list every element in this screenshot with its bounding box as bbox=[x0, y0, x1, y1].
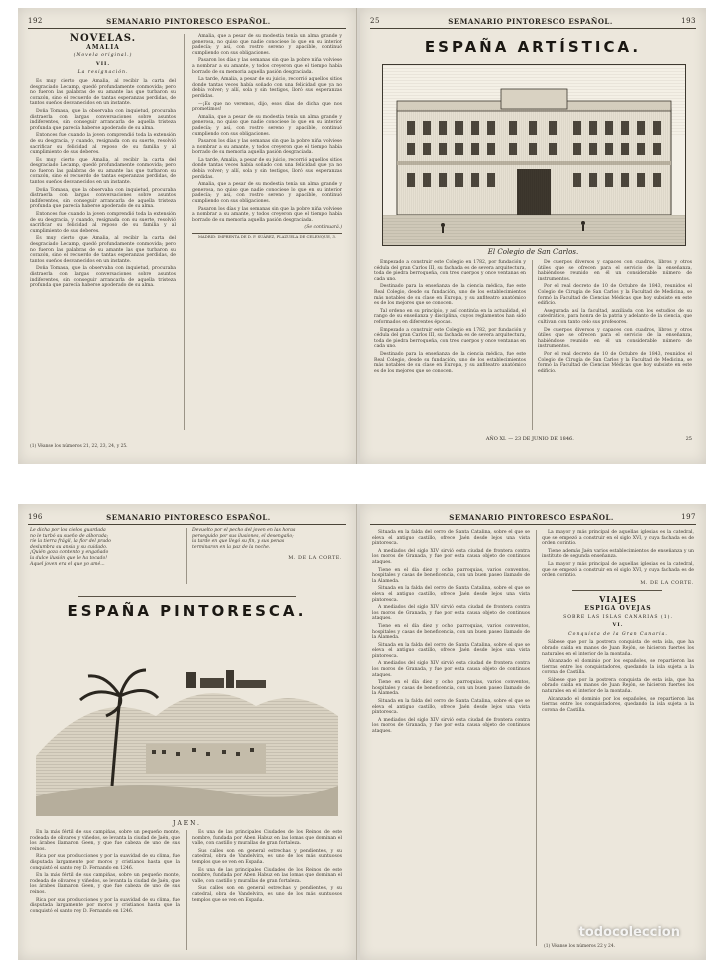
top-right-page bbox=[360, 8, 706, 464]
paragraph: Sábese que por la postrera conquista de esta isla, que ha obrado caída en manos de Juan Rejón, se hicieron fuertes los naturales en el interior de la montaña. bbox=[542, 640, 694, 657]
paragraph: Tiene en el día diez y ocho parroquias, varios conventos, hospitales y casas de beneficencia, con un buen paseo llamado de la Alameda. bbox=[372, 567, 530, 584]
paragraph: Situada en la falda del cerro de Santa Catalina, sobre el que se eleva el antiguo castillo, ofrece Jaén desde lejos una vista pintoresca. bbox=[372, 586, 530, 603]
column-divider bbox=[532, 260, 533, 430]
paragraph: Es muy cierto que Amalia, al recibir la carta del desgraciado Lecamp, quedó profundamente conmovida; pero no fueron las palabras de su amante las que turbaron su corazón, sino el recuerdo de tantas esperanzas perdidas, de tantos sueños desvanecidos en un instante. bbox=[30, 157, 176, 186]
section-rule bbox=[572, 590, 662, 591]
paragraph: Sábese que por la postrera conquista de esta isla, que ha obrado caída en manos de Juan Rejón, se hicieron fuertes los naturales en el interior de la montaña. bbox=[542, 677, 694, 695]
paragraph: Entonces fue cuando la joven comprendió toda la extensión de su desgracia, y cuando, resignada con su suerte, resolvió sacrificar su felicidad al reposo de su familia y al cumplimiento de sus deberes. bbox=[30, 133, 176, 156]
poem-line: deslumbra su ansia y su cuidado. bbox=[30, 544, 108, 550]
footnote: (1) Véanse los números 22 y 24. bbox=[544, 944, 616, 949]
paragraph: Pasaron los días y las semanas sin que la pobre niña volviese a nombrar a su amante, y todos creyeron que el tiempo había borrado de su memoria aquella pasión desgraciada. bbox=[192, 139, 342, 156]
chapter-title: Conquista de la Gran Canaria. bbox=[568, 631, 668, 637]
column-divider bbox=[184, 34, 185, 430]
section-title: ESPAÑA PINTORESCA. bbox=[67, 602, 307, 620]
running-head bbox=[370, 510, 696, 525]
continued-note: (Se continuará.) bbox=[304, 225, 342, 231]
story-title: AMALIA bbox=[86, 43, 120, 51]
paragraph: Tiene además Jaén varios establecimientos de enseñanza y un instituto de segunda enseñanza. bbox=[542, 548, 694, 560]
paragraph: Doña Tomasa, que la observaba con inquietud, procuraba distraerla con largas conversaciones sobre asuntos indiferentes, sin conseguir arrancarla de aquella tristeza profunda que parecía haberse apoderado de su alma. bbox=[30, 187, 176, 210]
running-head bbox=[370, 14, 696, 29]
page-number: 196 bbox=[28, 513, 43, 521]
running-head-title: SEMANARIO PINTORESCO ESPAÑOL. bbox=[448, 16, 613, 26]
paragraph: A mediados del siglo XIV sirvió esta ciudad de frontera contra los moros de Granada, y fue por esta causa objeto de continuos ataques. bbox=[372, 548, 530, 565]
paragraph: De cuerpos diversos y capaces con cuadros, libros y otros útiles que se ofrecen para el servicio de la enseñanza, habiéndose reunido en él un considerable número de instrumentos. bbox=[538, 260, 692, 282]
poem-line: no le turbó su sueño de alborada; bbox=[30, 533, 109, 539]
paragraph: Destinado para la enseñanza de la ciencia médica, fue este Real Colegio, desde su fundación, uno de los establecimientos más notables de su clase en Europa, y su anfiteatro anatómico es de los mejores que se conocen. bbox=[374, 284, 526, 307]
column-1 bbox=[372, 530, 530, 950]
section-title: VIAJES bbox=[599, 594, 637, 605]
section-rule bbox=[78, 596, 296, 597]
section-title: NOVELAS. bbox=[69, 33, 137, 44]
column-2 bbox=[192, 830, 342, 954]
running-head bbox=[28, 510, 346, 525]
chapter-number: VII. bbox=[95, 60, 111, 67]
paragraph: Pasaron los días y las semanas sin que la pobre niña volviese a nombrar a su amante, y todos creyeron que el tiempo había borrado de su memoria aquella pasión desgraciada. bbox=[192, 58, 342, 75]
paragraph: Asegurada así la facultad, auxiliada con los estudios de su catedrático, para honra de la patria y adelanto de la ciencia, que cultivan con tanto celo sus profesores. bbox=[538, 308, 692, 325]
paragraph: Doña Tomasa, que la observaba con inquietud, procuraba distraerla con largas conversaciones sobre asuntos indiferentes, sin conseguir arrancarla de aquella tristeza profunda que parecía haberse apoderado de su alma. bbox=[30, 108, 176, 131]
paragraph: Es una de las principales Ciudades de los Reinos de este nombre, fundada por Aben Habuz en las lomas que dominan el valle, con castillo y murallas de gran fortaleza. bbox=[192, 830, 342, 847]
column-divider bbox=[186, 830, 187, 950]
paragraph: Es muy cierto que Amalia, al recibir la carta del desgraciado Lecamp, quedó profundamente conmovida; pero no fueron las palabras de su amante las que turbaron su corazón, sino el recuerdo de tantas esperanzas perdidas, de tantos sueños desvanecidos en un instante. bbox=[30, 78, 176, 107]
paragraph: Por el real decreto de 10 de Octubre de 1843, reunidos el Colegio de Cirugía de San Carlos y la Facultad de Medicina, se formó la Facultad de Ciencias Médicas que hoy subsiste en este edificio. bbox=[538, 284, 692, 307]
paragraph: Amalia, que a pesar de su modestia tenía un alma grande y generosa, no quiso que nadie conociese lo que en su interior padecía; y así, con rostro sereno y apacible, continuó cumpliendo con sus obligaciones. bbox=[192, 34, 342, 56]
paragraph: La tarde, Amalia, a pesar de su juicio, recorrió aquellos sitios donde tantas veces había soñado con una felicidad que ya no debía volver; y allí, sola y sin testigos, lloró sus esperanzas perdidas. bbox=[192, 157, 342, 180]
column-2 bbox=[538, 260, 692, 430]
paragraph: Situada en la falda del cerro de Santa Catalina, sobre el que se eleva el antiguo castillo, ofrece Jaén desde lejos una vista pintoresca. bbox=[372, 530, 530, 547]
running-head bbox=[28, 14, 346, 29]
poem-line: la dulce ilusión que le ha tocado! bbox=[30, 555, 108, 561]
page-number: 193 bbox=[681, 17, 696, 25]
bottom-right-page bbox=[360, 504, 706, 960]
paragraph: Situada en la falda del cerro de Santa Catalina, sobre el que se eleva el antiguo castillo, ofrece Jaén desde lejos una vista pintoresca. bbox=[372, 699, 530, 716]
poem-signature: M. DE LA CORTE. bbox=[288, 555, 342, 562]
building-illustration bbox=[383, 65, 685, 245]
paragraph: Por el real decreto de 10 de Octubre de 1843, reunidos el Colegio de Cirugía de San Carlos y la Facultad de Medicina, se formó la Facultad de Ciencias Médicas que hoy subsiste en este edificio. bbox=[538, 351, 692, 374]
bottom-left-page bbox=[18, 504, 357, 960]
footnote: (1) Véanse los números 21, 22, 23, 24, y 25. bbox=[30, 444, 128, 449]
paragraph: Destinado para la enseñanza de la ciencia médica, fue este Real Colegio, desde su fundación, uno de los establecimientos más notables de su clase en Europa, y su anfiteatro anatómico es de los mejores que se conocen. bbox=[374, 351, 526, 374]
paragraph: Tal ordeno en su principio, y así continúa en la actualidad, el rango de su enseñanza y disciplina, cuyos reglamentos han sido reformados en diferentes épocas. bbox=[374, 308, 526, 325]
page-number: 197 bbox=[681, 513, 696, 521]
paragraph: Rica por sus producciones y por la suavidad de su clima, fue disputada largamente por moros y cristianos hasta que la conquistó el santo rey D. Fernando en 1246. bbox=[30, 854, 180, 871]
paragraph: A mediados del siglo XIV sirvió esta ciudad de frontera contra los moros de Granada, y fue por esta causa objeto de continuos ataques. bbox=[372, 661, 530, 678]
column-1 bbox=[30, 34, 176, 434]
paragraph: Sus calles son en general estrechas y pendientes, y su catedral, obra de Vandelvira, es uno de los más suntuosos templos que se ven en España. bbox=[192, 886, 342, 903]
paragraph: La mayor y más principal de aquellas iglesias es la catedral, que se empezó a construir en el siglo XVI, y cuya fachada es de orden corintio. bbox=[542, 530, 694, 547]
poem-line: terminaron en la paz de la noche. bbox=[192, 544, 271, 550]
poem-column-1 bbox=[30, 528, 180, 592]
top-spread bbox=[18, 8, 706, 464]
poem-line: Aquel joven era el que yo amé... bbox=[30, 561, 105, 567]
column-divider bbox=[186, 528, 187, 584]
paragraph: Doña Tomasa, que la observaba con inquietud, procuraba distraerla con largas conversaciones sobre asuntos indiferentes, sin conseguir arrancarla de aquella tristeza profunda que parecía haberse apoderado de su alma. bbox=[30, 266, 176, 289]
watermark-text: todocoleccion bbox=[578, 925, 680, 940]
paragraph: Alcanzado el dominio por los españoles, se repartieron las tierras entre los conquistadores, quedando la isla sujeta a la corona de Castilla. bbox=[542, 659, 694, 676]
issue-number: 25 bbox=[370, 17, 380, 25]
poem-line: perseguido por sus ilusiones, el desengaño; bbox=[192, 533, 294, 539]
paragraph: —¡Es que no veremos, dijo, esos días de dicha que nos prometimos! bbox=[192, 101, 342, 113]
college-engraving bbox=[382, 64, 686, 246]
poem-column-2 bbox=[192, 528, 342, 592]
paragraph: Amalia, que a pesar de su modestia tenía un alma grande y generosa, no quiso que nadie conociese lo que en su interior padecía; y así, con rostro sereno y apacible, continuó cumpliendo con sus obligaciones. bbox=[192, 114, 342, 137]
paragraph: Amalia, que a pesar de su modestia tenía un alma grande y generosa, no quiso que nadie conociese lo que en su interior padecía; y así, con rostro sereno y apacible, continuó cumpliendo con sus obligaciones. bbox=[192, 182, 342, 205]
signature-number: 25 bbox=[685, 436, 692, 442]
paragraph: La tarde, Amalia, a pesar de su juicio, recorrió aquellos sitios donde tantas veces había soñado con una felicidad que ya no debía volver; y allí, sola y sin testigos, lloró sus esperanzas perdidas. bbox=[192, 77, 342, 99]
column-2 bbox=[542, 530, 694, 950]
issue-date: AÑO XI. — 23 DE JUNIO DE 1846. bbox=[485, 436, 574, 442]
poem-line: la tarde en que llegó su fin, y sus penas bbox=[192, 539, 285, 545]
bottom-spread bbox=[18, 504, 706, 960]
paragraph: En la más fértil de sus campiñas, sobre un pequeño monte, rodeada de olivares y viñedos, se levanta la ciudad de Jaén, que los árabes llamaron Geen, y que fue cabeza de uno de sus reinos. bbox=[30, 830, 180, 852]
poem-line: Devuelto por el pecho del joven en las horas bbox=[192, 528, 296, 533]
paragraph: Alcanzado el dominio por los españoles, se repartieron las tierras entre los conquistadores, quedando la isla sujeta a la corona de Castilla. bbox=[542, 696, 694, 713]
author-signature: M. DE LA CORTE. bbox=[640, 579, 694, 586]
poem-line: Le dicha por los cielos guardada bbox=[30, 528, 106, 533]
column-1 bbox=[30, 830, 180, 954]
top-left-page bbox=[18, 8, 357, 464]
paragraph: Rica por sus producciones y por la suavidad de su clima, fue disputada largamente por moros y cristianos hasta que la conquistó el santo rey D. Fernando en 1246. bbox=[30, 897, 180, 914]
paragraph: Tiene en el día diez y ocho parroquias, varios conventos, hospitales y casas de beneficencia, con un buen paseo llamado de la Alameda. bbox=[372, 680, 530, 697]
chapter-number: VI. bbox=[612, 622, 624, 629]
chapter-subtitle: La resignación. bbox=[77, 70, 129, 76]
paragraph: En la más fértil de sus campiñas, sobre un pequeño monte, rodeada de olivares y viñedos, se levanta la ciudad de Jaén, que los árabes llamaron Geen, y que fue cabeza de uno de sus reinos. bbox=[30, 873, 180, 895]
running-head-title: SEMANARIO PINTORESCO ESPAÑOL. bbox=[449, 512, 614, 522]
poem-line: ríe la tierra frágil, la flor del prado bbox=[30, 539, 111, 545]
engraving-caption: El Colegio de San Carlos. bbox=[487, 248, 579, 256]
paragraph: Es una de las principales Ciudades de los Reinos de este nombre, fundada por Aben Habuz en las lomas que dominan el valle, con castillo y murallas de gran fortaleza. bbox=[192, 867, 342, 884]
paragraph: Empezado a construir este Colegio en 1782, por fundación y cédula del gran Carlos III, su fachada es de severa arquitectura, toda de piedra berroqueña, con tres cuerpos y once ventanas en cada uno. bbox=[374, 260, 526, 282]
paragraph: Empezado a construir este Colegio en 1782, por fundación y cédula del gran Carlos III, su fachada es de severa arquitectura, toda de piedra berroqueña, con tres cuerpos y once ventanas en cada uno. bbox=[374, 327, 526, 350]
paragraph: De cuerpos diversos y capaces con cuadros, libros y otros útiles que se ofrecen para el servicio de la enseñanza, habiéndose reunido en él un considerable número de instrumentos. bbox=[538, 327, 692, 350]
engraving-caption: JAEN. bbox=[173, 820, 201, 827]
page-number: 192 bbox=[28, 17, 43, 25]
jaen-engraving bbox=[36, 626, 338, 816]
column-divider bbox=[536, 530, 537, 946]
story-subtitle: (Novela original.) bbox=[73, 53, 133, 59]
section-title: ESPAÑA ARTÍSTICA. bbox=[424, 38, 642, 56]
page-footer bbox=[374, 436, 692, 442]
paragraph: A mediados del siglo XIV sirvió esta ciudad de frontera contra los moros de Granada, y fue por esta causa objeto de continuos ataques. bbox=[372, 717, 530, 734]
landscape-illustration bbox=[36, 626, 338, 816]
column-2 bbox=[192, 34, 342, 434]
imprint: MADRID: IMPRENTA DE D. F. SUÁREZ, PLAZUELA DE CELENQUE, 3. bbox=[192, 233, 342, 240]
running-head-title: SEMANARIO PINTORESCO ESPAÑOL. bbox=[106, 512, 271, 522]
poem-line: ¡Quién goza contento y engañado bbox=[30, 550, 109, 556]
paragraph: Situada en la falda del cerro de Santa Catalina, sobre el que se eleva el antiguo castillo, ofrece Jaén desde lejos una vista pintoresca. bbox=[372, 642, 530, 659]
paragraph: Tiene en el día diez y ocho parroquias, varios conventos, hospitales y casas de beneficencia, con un buen paseo llamado de la Alameda. bbox=[372, 623, 530, 641]
running-head-title: SEMANARIO PINTORESCO ESPAÑOL. bbox=[106, 16, 271, 26]
paragraph: La mayor y más principal de aquellas iglesias es la catedral, que se empezó a construir en el siglo XVI, y cuya fachada es de orden corintio. bbox=[542, 561, 694, 579]
subtitle: SOBRE LAS ISLAS CANARIAS (1). bbox=[563, 614, 673, 620]
paragraph: Es muy cierto que Amalia, al recibir la carta del desgraciado Lecamp, quedó profundamente conmovida; pero no fueron las palabras de su amante las que turbaron su corazón, sino el recuerdo de tantas esperanzas perdidas, de tantos sueños desvanecidos en un instante. bbox=[30, 236, 176, 264]
paragraph: Entonces fue cuando la joven comprendió toda la extensión de su desgracia, y cuando, resignada con su suerte, resolvió sacrificar su felicidad al reposo de su familia y al cumplimiento de sus deberes. bbox=[30, 212, 176, 234]
paragraph: A mediados del siglo XIV sirvió esta ciudad de frontera contra los moros de Granada, y fue por esta causa objeto de continuos ataques. bbox=[372, 605, 530, 622]
paragraph: Pasaron los días y las semanas sin que la pobre niña volviese a nombrar a su amante, y todos creyeron que el tiempo había borrado de su memoria aquella pasión desgraciada. bbox=[192, 206, 342, 223]
column-1 bbox=[374, 260, 526, 430]
paragraph: Sus calles son en general estrechas y pendientes, y su catedral, obra de Vandelvira, es uno de los más suntuosos templos que se ven en España. bbox=[192, 848, 342, 865]
subsection-title: ESPIGA OVEJAS bbox=[584, 604, 652, 612]
